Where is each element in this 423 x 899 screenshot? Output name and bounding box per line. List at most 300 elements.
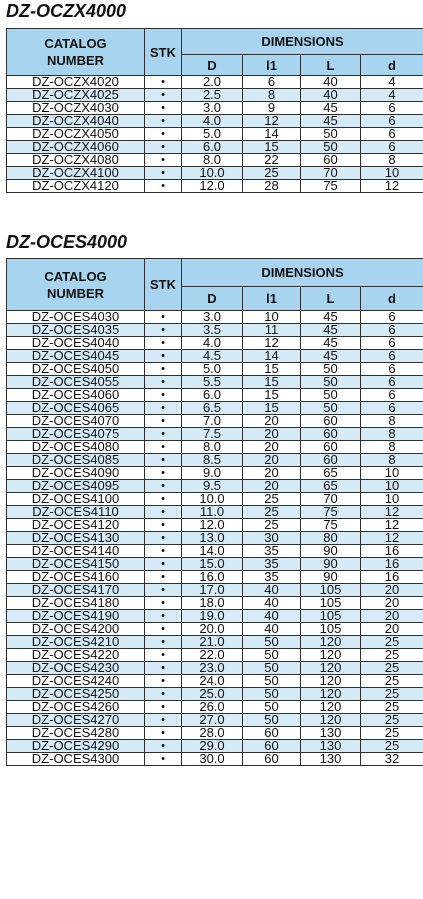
catalog-number-cell: DZ-OCES4160 <box>7 571 145 584</box>
l1-value: 15 <box>243 402 301 415</box>
d-value: 21.0 <box>182 636 243 649</box>
d-small-value: 16 <box>361 558 423 571</box>
table-row <box>7 154 423 167</box>
d-value: 12.0 <box>182 519 243 532</box>
l1-value: 35 <box>243 571 301 584</box>
d-small-value: 8 <box>361 454 423 467</box>
table-body-oczx <box>7 76 423 193</box>
stk-dot: • <box>145 688 182 701</box>
stk-dot: • <box>145 454 182 467</box>
catalog-number-cell: DZ-OCES4300 <box>7 753 145 766</box>
d-value: 11.0 <box>182 506 243 519</box>
stk-dot: • <box>145 701 182 714</box>
table-row <box>7 480 423 493</box>
l1-value: 8 <box>243 89 301 102</box>
d-value: 24.0 <box>182 675 243 688</box>
catalog-number-cell: DZ-OCES4150 <box>7 558 145 571</box>
l1-value: 15 <box>243 376 301 389</box>
l-value: 90 <box>301 571 361 584</box>
table-row <box>7 389 423 402</box>
table-row <box>7 311 423 324</box>
l1-value: 12 <box>243 337 301 350</box>
d-value: 5.0 <box>182 128 243 141</box>
d-small-value: 6 <box>361 376 423 389</box>
catalog-number-cell: DZ-OCZX4050 <box>7 128 145 141</box>
d-value: 7.0 <box>182 415 243 428</box>
l1-value: 25 <box>243 493 301 506</box>
l-value: 45 <box>301 102 361 115</box>
table-row <box>7 636 423 649</box>
table-row <box>7 180 423 193</box>
d-small-value: 32 <box>361 753 423 766</box>
d-small-value: 10 <box>361 493 423 506</box>
l1-value: 20 <box>243 441 301 454</box>
d-small-value: 6 <box>361 337 423 350</box>
l1-value: 35 <box>243 558 301 571</box>
stk-dot: • <box>145 636 182 649</box>
stk-dot: • <box>145 167 182 180</box>
stk-dot: • <box>145 102 182 115</box>
table-row <box>7 467 423 480</box>
l1-value: 60 <box>243 740 301 753</box>
col-d-header: d <box>361 55 423 76</box>
l-value: 80 <box>301 532 361 545</box>
l1-value: 22 <box>243 154 301 167</box>
d-value: 30.0 <box>182 753 243 766</box>
catalog-number-cell: DZ-OCZX4080 <box>7 154 145 167</box>
l1-value: 50 <box>243 675 301 688</box>
table-row <box>7 102 423 115</box>
l-value: 45 <box>301 337 361 350</box>
l-value: 90 <box>301 545 361 558</box>
table-row <box>7 415 423 428</box>
l1-value: 14 <box>243 350 301 363</box>
d-small-value: 6 <box>361 311 423 324</box>
d-small-value: 6 <box>361 324 423 337</box>
stk-dot: • <box>145 467 182 480</box>
l-value: 60 <box>301 415 361 428</box>
table-row <box>7 662 423 675</box>
l1-value: 50 <box>243 662 301 675</box>
stk-dot: • <box>145 415 182 428</box>
stk-dot: • <box>145 311 182 324</box>
stk-dot: • <box>145 558 182 571</box>
stk-header: STK <box>145 259 182 311</box>
d-value: 8.0 <box>182 441 243 454</box>
d-small-value: 8 <box>361 428 423 441</box>
catalog-number-cell: DZ-OCES4290 <box>7 740 145 753</box>
stk-dot: • <box>145 532 182 545</box>
stk-dot: • <box>145 89 182 102</box>
stk-dot: • <box>145 714 182 727</box>
l-value: 75 <box>301 519 361 532</box>
stk-dot: • <box>145 441 182 454</box>
l1-value: 20 <box>243 467 301 480</box>
table-row <box>7 115 423 128</box>
catalog-number-cell: DZ-OCES4190 <box>7 610 145 623</box>
catalog-number-cell: DZ-OCES4110 <box>7 506 145 519</box>
catalog-number-cell: DZ-OCES4045 <box>7 350 145 363</box>
d-value: 13.0 <box>182 532 243 545</box>
stk-dot: • <box>145 76 182 89</box>
l-value: 105 <box>301 584 361 597</box>
l-value: 120 <box>301 714 361 727</box>
l-value: 40 <box>301 89 361 102</box>
stk-dot: • <box>145 506 182 519</box>
l1-value: 30 <box>243 532 301 545</box>
l-value: 120 <box>301 662 361 675</box>
stk-dot: • <box>145 115 182 128</box>
l1-value: 20 <box>243 415 301 428</box>
l-value: 40 <box>301 76 361 89</box>
stk-dot: • <box>145 324 182 337</box>
catalog-number-cell: DZ-OCES4220 <box>7 649 145 662</box>
stk-dot: • <box>145 584 182 597</box>
d-value: 18.0 <box>182 597 243 610</box>
catalog-number-cell: DZ-OCES4250 <box>7 688 145 701</box>
l-value: 130 <box>301 740 361 753</box>
catalog-number-cell: DZ-OCES4060 <box>7 389 145 402</box>
l-value: 45 <box>301 115 361 128</box>
table-row <box>7 141 423 154</box>
stk-dot: • <box>145 519 182 532</box>
l1-value: 50 <box>243 649 301 662</box>
l-value: 50 <box>301 402 361 415</box>
col-L-header: L <box>301 55 361 76</box>
d-value: 4.0 <box>182 115 243 128</box>
d-small-value: 25 <box>361 675 423 688</box>
l-value: 105 <box>301 597 361 610</box>
catalog-number-cell: DZ-OCES4270 <box>7 714 145 727</box>
stk-dot: • <box>145 128 182 141</box>
table-row <box>7 701 423 714</box>
table-row <box>7 454 423 467</box>
table-row <box>7 167 423 180</box>
l-value: 105 <box>301 623 361 636</box>
d-value: 26.0 <box>182 701 243 714</box>
l1-value: 50 <box>243 714 301 727</box>
catalog-number-cell: DZ-OCZX4100 <box>7 167 145 180</box>
d-small-value: 6 <box>361 141 423 154</box>
stk-dot: • <box>145 727 182 740</box>
d-value: 3.5 <box>182 324 243 337</box>
l1-value: 60 <box>243 727 301 740</box>
stk-dot: • <box>145 428 182 441</box>
l-value: 50 <box>301 141 361 154</box>
d-value: 27.0 <box>182 714 243 727</box>
stk-dot: • <box>145 350 182 363</box>
l1-value: 15 <box>243 389 301 402</box>
d-value: 10.0 <box>182 493 243 506</box>
l-value: 65 <box>301 480 361 493</box>
table-row <box>7 519 423 532</box>
l-value: 120 <box>301 649 361 662</box>
table-row <box>7 89 423 102</box>
catalog-number-cell: DZ-OCES4050 <box>7 363 145 376</box>
stk-dot: • <box>145 571 182 584</box>
table-row <box>7 727 423 740</box>
catalog-number-cell: DZ-OCES4100 <box>7 493 145 506</box>
d-small-value: 8 <box>361 441 423 454</box>
catalog-number-header: CATALOG NUMBER <box>7 29 145 76</box>
l1-value: 40 <box>243 584 301 597</box>
l-value: 120 <box>301 701 361 714</box>
table-row <box>7 128 423 141</box>
l1-value: 20 <box>243 480 301 493</box>
catalog-number-cell: DZ-OCES4280 <box>7 727 145 740</box>
table-row <box>7 558 423 571</box>
dimensions-header: DIMENSIONS <box>182 259 423 287</box>
l-value: 120 <box>301 688 361 701</box>
l-value: 120 <box>301 636 361 649</box>
catalog-number-cell: DZ-OCES4120 <box>7 519 145 532</box>
stk-dot: • <box>145 493 182 506</box>
l-value: 75 <box>301 506 361 519</box>
l1-value: 40 <box>243 610 301 623</box>
table-row <box>7 753 423 766</box>
d-value: 5.0 <box>182 363 243 376</box>
catalog-number-cell: DZ-OCES4210 <box>7 636 145 649</box>
l1-value: 14 <box>243 128 301 141</box>
d-small-value: 10 <box>361 467 423 480</box>
l-value: 50 <box>301 363 361 376</box>
catalog-number-cell: DZ-OCZX4020 <box>7 76 145 89</box>
l-value: 130 <box>301 753 361 766</box>
table-row <box>7 623 423 636</box>
l-value: 70 <box>301 167 361 180</box>
d-small-value: 25 <box>361 662 423 675</box>
d-value: 3.0 <box>182 311 243 324</box>
d-value: 6.0 <box>182 389 243 402</box>
d-value: 2.0 <box>182 76 243 89</box>
section-title-oces: DZ-OCES4000 <box>6 232 128 252</box>
d-small-value: 25 <box>361 727 423 740</box>
l1-value: 50 <box>243 701 301 714</box>
d-small-value: 25 <box>361 636 423 649</box>
l1-value: 28 <box>243 180 301 193</box>
d-small-value: 6 <box>361 389 423 402</box>
catalog-number-cell: DZ-OCZX4025 <box>7 89 145 102</box>
d-small-value: 6 <box>361 102 423 115</box>
l1-value: 50 <box>243 688 301 701</box>
l1-value: 12 <box>243 115 301 128</box>
table-row <box>7 545 423 558</box>
table-row <box>7 649 423 662</box>
table-row <box>7 740 423 753</box>
catalog-number-cell: DZ-OCES4090 <box>7 467 145 480</box>
catalog-number-cell: DZ-OCES4065 <box>7 402 145 415</box>
table-row <box>7 610 423 623</box>
d-small-value: 12 <box>361 532 423 545</box>
l-value: 60 <box>301 154 361 167</box>
catalog-number-cell: DZ-OCES4130 <box>7 532 145 545</box>
catalog-number-cell: DZ-OCES4040 <box>7 337 145 350</box>
l-value: 50 <box>301 376 361 389</box>
l-value: 50 <box>301 128 361 141</box>
d-value: 9.0 <box>182 467 243 480</box>
d-small-value: 8 <box>361 415 423 428</box>
catalog-number-cell: DZ-OCES4260 <box>7 701 145 714</box>
l1-value: 35 <box>243 545 301 558</box>
table-row <box>7 441 423 454</box>
catalog-number-cell: DZ-OCES4170 <box>7 584 145 597</box>
l1-value: 25 <box>243 506 301 519</box>
d-small-value: 6 <box>361 363 423 376</box>
d-small-value: 12 <box>361 506 423 519</box>
d-small-value: 25 <box>361 740 423 753</box>
col-D-header: D <box>182 55 243 76</box>
d-small-value: 6 <box>361 350 423 363</box>
table-row <box>7 675 423 688</box>
l-value: 60 <box>301 441 361 454</box>
l-value: 50 <box>301 389 361 402</box>
l1-value: 11 <box>243 324 301 337</box>
table-body-oces <box>7 311 423 766</box>
l-value: 45 <box>301 350 361 363</box>
l-value: 65 <box>301 467 361 480</box>
catalog-number-cell: DZ-OCES4200 <box>7 623 145 636</box>
catalog-number-cell: DZ-OCZX4120 <box>7 180 145 193</box>
stk-dot: • <box>145 610 182 623</box>
table-row <box>7 597 423 610</box>
stk-dot: • <box>145 363 182 376</box>
table-row <box>7 402 423 415</box>
d-small-value: 8 <box>361 154 423 167</box>
l-value: 105 <box>301 610 361 623</box>
l-value: 45 <box>301 311 361 324</box>
d-small-value: 6 <box>361 128 423 141</box>
l1-value: 15 <box>243 363 301 376</box>
col-l1-header: l1 <box>243 287 301 311</box>
catalog-number-cell: DZ-OCES4230 <box>7 662 145 675</box>
stk-dot: • <box>145 480 182 493</box>
table-row <box>7 532 423 545</box>
table-row <box>7 571 423 584</box>
catalog-number-cell: DZ-OCZX4030 <box>7 102 145 115</box>
l1-value: 15 <box>243 141 301 154</box>
col-d-header: d <box>361 287 423 311</box>
catalog-number-cell: DZ-OCZX4060 <box>7 141 145 154</box>
stk-dot: • <box>145 180 182 193</box>
catalog-number-cell: DZ-OCES4085 <box>7 454 145 467</box>
catalog-number-cell: DZ-OCES4055 <box>7 376 145 389</box>
table-row <box>7 324 423 337</box>
dimensions-header: DIMENSIONS <box>182 29 423 55</box>
l1-value: 40 <box>243 597 301 610</box>
d-value: 19.0 <box>182 610 243 623</box>
d-value: 17.0 <box>182 584 243 597</box>
d-small-value: 10 <box>361 167 423 180</box>
d-value: 22.0 <box>182 649 243 662</box>
d-small-value: 16 <box>361 545 423 558</box>
d-value: 16.0 <box>182 571 243 584</box>
table-row <box>7 350 423 363</box>
l1-value: 20 <box>243 428 301 441</box>
stk-dot: • <box>145 141 182 154</box>
catalog-number-cell: DZ-OCES4180 <box>7 597 145 610</box>
stk-dot: • <box>145 662 182 675</box>
catalog-number-header: CATALOG NUMBER <box>7 259 145 311</box>
l1-value: 20 <box>243 454 301 467</box>
d-value: 4.5 <box>182 350 243 363</box>
l-value: 130 <box>301 727 361 740</box>
stk-dot: • <box>145 649 182 662</box>
spec-table-oczx <box>6 28 423 193</box>
l-value: 75 <box>301 180 361 193</box>
table-row <box>7 376 423 389</box>
stk-dot: • <box>145 753 182 766</box>
d-small-value: 20 <box>361 584 423 597</box>
l1-value: 6 <box>243 76 301 89</box>
d-value: 8.5 <box>182 454 243 467</box>
l1-value: 40 <box>243 623 301 636</box>
table-row <box>7 714 423 727</box>
section-title-oczx: DZ-OCZX4000 <box>6 1 127 21</box>
d-small-value: 6 <box>361 115 423 128</box>
table-row <box>7 76 423 89</box>
d-value: 14.0 <box>182 545 243 558</box>
table-row <box>7 506 423 519</box>
d-small-value: 20 <box>361 610 423 623</box>
l1-value: 50 <box>243 636 301 649</box>
d-value: 15.0 <box>182 558 243 571</box>
l-value: 70 <box>301 493 361 506</box>
spec-table-oces <box>6 258 423 766</box>
d-small-value: 25 <box>361 649 423 662</box>
table-row <box>7 428 423 441</box>
stk-dot: • <box>145 675 182 688</box>
d-small-value: 25 <box>361 714 423 727</box>
l-value: 60 <box>301 428 361 441</box>
stk-dot: • <box>145 376 182 389</box>
l1-value: 9 <box>243 102 301 115</box>
catalog-number-cell: DZ-OCES4140 <box>7 545 145 558</box>
d-value: 4.0 <box>182 337 243 350</box>
table-row <box>7 363 423 376</box>
d-value: 10.0 <box>182 167 243 180</box>
d-small-value: 12 <box>361 519 423 532</box>
stk-dot: • <box>145 740 182 753</box>
catalog-number-cell: DZ-OCES4080 <box>7 441 145 454</box>
d-value: 7.5 <box>182 428 243 441</box>
d-value: 5.5 <box>182 376 243 389</box>
stk-dot: • <box>145 337 182 350</box>
stk-dot: • <box>145 623 182 636</box>
catalog-number-cell: DZ-OCES4070 <box>7 415 145 428</box>
d-small-value: 4 <box>361 76 423 89</box>
l-value: 90 <box>301 558 361 571</box>
col-D-header: D <box>182 287 243 311</box>
d-value: 8.0 <box>182 154 243 167</box>
l-value: 60 <box>301 454 361 467</box>
catalog-number-cell: DZ-OCZX4040 <box>7 115 145 128</box>
col-l1-header: l1 <box>243 55 301 76</box>
d-value: 6.5 <box>182 402 243 415</box>
table-row <box>7 337 423 350</box>
d-value: 12.0 <box>182 180 243 193</box>
d-value: 25.0 <box>182 688 243 701</box>
l-value: 120 <box>301 675 361 688</box>
stk-header: STK <box>145 29 182 76</box>
table-row <box>7 584 423 597</box>
stk-dot: • <box>145 545 182 558</box>
catalog-number-cell: DZ-OCES4030 <box>7 311 145 324</box>
stk-dot: • <box>145 154 182 167</box>
stk-dot: • <box>145 402 182 415</box>
d-small-value: 16 <box>361 571 423 584</box>
stk-dot: • <box>145 389 182 402</box>
d-small-value: 4 <box>361 89 423 102</box>
